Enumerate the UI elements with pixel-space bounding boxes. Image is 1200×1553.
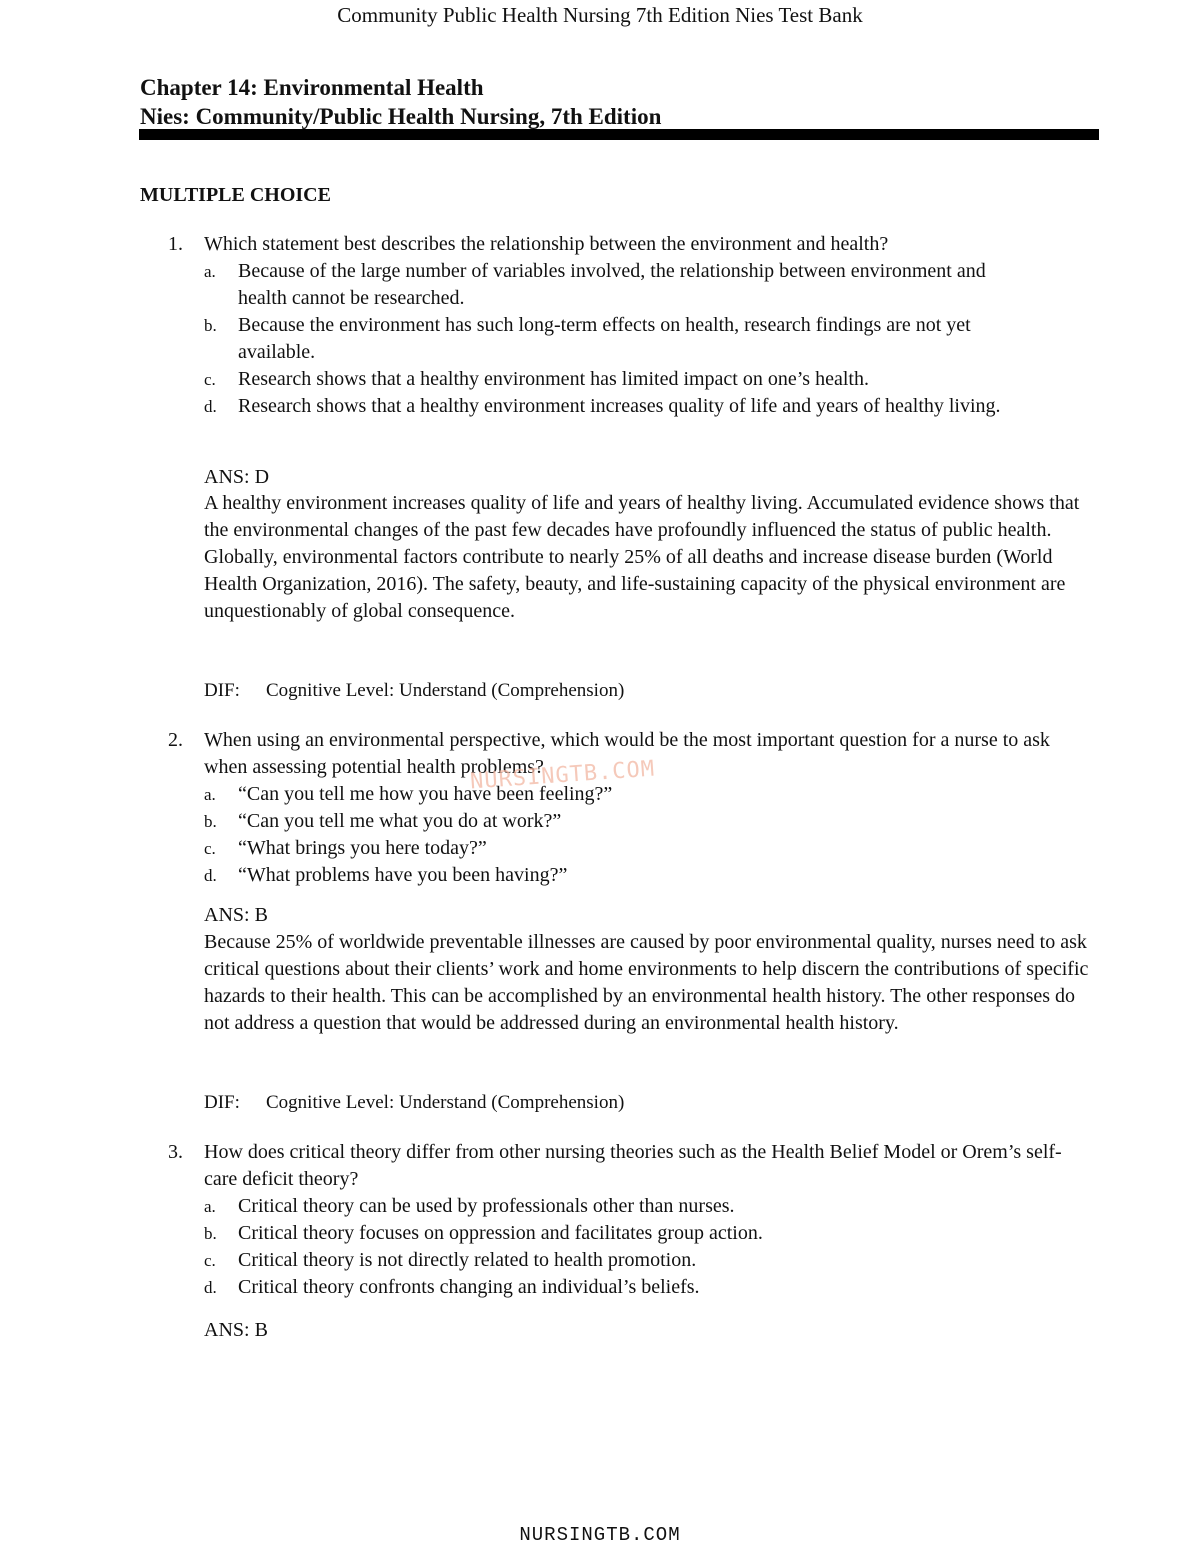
difficulty-label: DIF: xyxy=(204,1092,240,1113)
option-text: “What brings you here today?” xyxy=(238,837,487,859)
question-stem: Which statement best describes the relationship between the environment and health? xyxy=(204,233,889,255)
option-letter: c. xyxy=(204,1251,216,1270)
chapter-title: Chapter 14: Environmental Health xyxy=(140,75,484,100)
rationale: Because 25% of worldwide preventable illnesses are caused by poor environmental quality, nurses need to ask critical questions about their clients’ work and home environments to help discern the contributions of specific hazards to their health. This can be accomplished by an environmental health history. The other responses do not address a question that would be addressed during an environmental health history. xyxy=(204,931,1089,1034)
watermark: NURSINGTB.COM xyxy=(469,756,656,795)
option-letter: b. xyxy=(204,1224,217,1243)
difficulty-label: DIF: xyxy=(204,680,240,701)
option-text: Research shows that a healthy environment increases quality of life and years of healthy living. xyxy=(238,395,1001,417)
option-a xyxy=(204,258,1004,312)
option-letter: b. xyxy=(204,316,217,335)
option-letter: d. xyxy=(204,1278,217,1297)
option-a xyxy=(204,1193,1064,1220)
option-text: Critical theory can be used by professionals other than nurses. xyxy=(238,1195,735,1217)
rationale: A healthy environment increases quality of life and years of healthy living. Accumulated evidence shows that the environmental changes of the past few decades have profoundly influenced the status of public health. Globally, environmental factors contribute to nearly 25% of all deaths and increase disease burden (World Health Organization, 2016). The safety, beauty, and life-sustaining capacity of the physical environment are unquestionably of global consequence. xyxy=(204,492,1080,622)
option-letter: a. xyxy=(204,1197,216,1216)
option-letter: d. xyxy=(204,397,217,416)
question-stem: How does critical theory differ from other nursing theories such as the Health Belief Model or Orem’s self-care deficit theory? xyxy=(204,1141,1062,1190)
question-number: 3. xyxy=(168,1141,183,1163)
option-letter: b. xyxy=(204,812,217,831)
section-heading: MULTIPLE CHOICE xyxy=(140,184,331,206)
option-text: Critical theory confronts changing an individual’s beliefs. xyxy=(238,1276,700,1298)
difficulty-value: Cognitive Level: Understand (Comprehension) xyxy=(266,680,625,701)
option-letter: a. xyxy=(204,262,216,281)
option-letter: a. xyxy=(204,785,216,804)
option-d xyxy=(204,862,1064,889)
option-a xyxy=(204,781,1064,808)
running-header: Community Public Health Nursing 7th Edition Nies Test Bank xyxy=(337,3,863,27)
option-b xyxy=(204,1220,1064,1247)
answer-key: ANS: B xyxy=(204,1319,268,1341)
option-c xyxy=(204,1247,1064,1274)
page-footer: NURSINGTB.COM xyxy=(519,1524,681,1546)
option-text: “What problems have you been having?” xyxy=(238,864,568,886)
option-letter: c. xyxy=(204,839,216,858)
answer-key: ANS: B xyxy=(204,904,268,926)
option-text: Because the environment has such long-term effects on health, research findings are not yet available. xyxy=(238,314,971,363)
book-title: Nies: Community/Public Health Nursing, 7th Edition xyxy=(140,104,662,129)
answer-options xyxy=(204,781,1064,889)
question-number: 2. xyxy=(168,729,183,751)
answer-options xyxy=(204,258,1004,420)
answer-options xyxy=(204,1193,1064,1301)
option-text: Critical theory focuses on oppression and facilitates group action. xyxy=(238,1222,763,1244)
option-c xyxy=(204,835,1064,862)
question-stem: When using an environmental perspective, which would be the most important question for a nurse to ask when assessing potential health problems? xyxy=(204,729,1050,778)
option-b xyxy=(204,312,1004,366)
heading-rule xyxy=(139,129,1099,140)
difficulty-value: Cognitive Level: Understand (Comprehension) xyxy=(266,1092,625,1113)
option-text: Critical theory is not directly related to health promotion. xyxy=(238,1249,697,1271)
option-letter: c. xyxy=(204,370,216,389)
option-text: “Can you tell me what you do at work?” xyxy=(238,810,562,832)
option-b xyxy=(204,808,1064,835)
difficulty xyxy=(204,1089,624,1116)
option-d xyxy=(204,1274,1064,1301)
difficulty xyxy=(204,677,624,704)
option-text: “Can you tell me how you have been feeling?” xyxy=(238,783,613,805)
option-d xyxy=(204,393,1004,420)
option-text: Research shows that a healthy environment has limited impact on one’s health. xyxy=(238,368,869,390)
answer-key: ANS: D xyxy=(204,466,270,488)
option-c xyxy=(204,366,1004,393)
option-text: Because of the large number of variables involved, the relationship between environment and health cannot be researched. xyxy=(238,260,986,309)
option-letter: d. xyxy=(204,866,217,885)
question-number: 1. xyxy=(168,233,183,255)
